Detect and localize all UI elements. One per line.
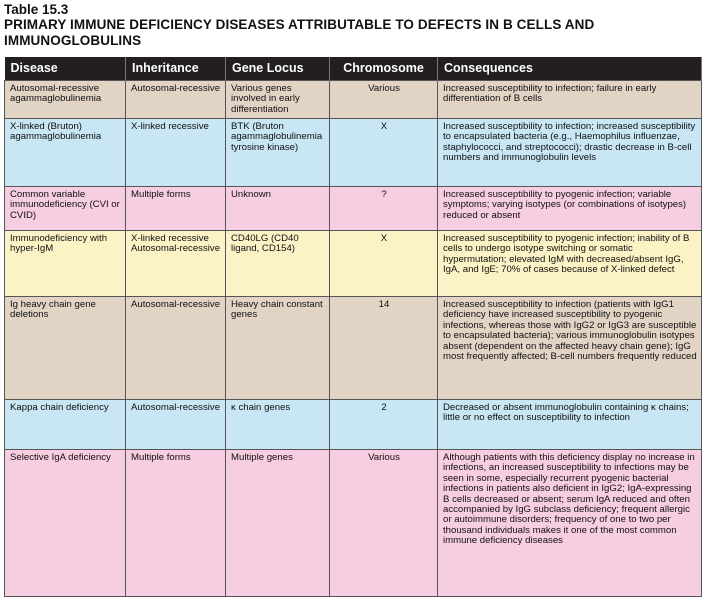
cell-inheritance: Autosomal-recessive — [126, 400, 226, 450]
cell-chromosome: 14 — [330, 297, 438, 400]
cell-inheritance: Autosomal-recessive — [126, 81, 226, 119]
table-row — [5, 297, 702, 400]
cell-disease: Selective IgA deficiency — [5, 450, 126, 597]
cell-consequences: Increased susceptibility to infection (patients with IgG1 deficiency have increased susceptibility to pyogenic infections, whereas those with IgG2 or IgG3 are susceptible to encapsulated bacteria); various immunoglobulin isotypes absent (dependent on the affected heavy chain gene); IgG most frequently affected; B-cell numbers frequently reduced — [438, 297, 702, 400]
cell-gene-locus: Various genes involved in early differentiation — [226, 81, 330, 119]
cell-inheritance: X-linked recessive Autosomal-recessive — [126, 231, 226, 297]
cell-consequences: Increased susceptibility to pyogenic infection; variable symptoms; varying isotypes (or combinations of isotypes) reduced or absent — [438, 187, 702, 231]
cell-consequences: Increased susceptibility to infection; failure in early differentiation of B cells — [438, 81, 702, 119]
cell-disease: Immunodeficiency with hyper-IgM — [5, 231, 126, 297]
cell-gene-locus: Unknown — [226, 187, 330, 231]
cell-chromosome: X — [330, 119, 438, 187]
cell-consequences: Although patients with this deficiency display no increase in infections, an increased susceptibility to infections may be seen in some, especially recurrent pyogenic bacterial infections in patients also deficient in IgG2; IgA-expressing B cells decreased or absent; serum IgA reduced and often accompanied by IgG subclass deficiency; frequent allergic or autoimmune disorders; frequency of one to two per thousand individuals makes it one of the most common immune deficiency diseases — [438, 450, 702, 597]
cell-consequences: Decreased or absent immunoglobulin containing κ chains; little or no effect on susceptibility to infection — [438, 400, 702, 450]
cell-inheritance: X-linked recessive — [126, 119, 226, 187]
cell-gene-locus: κ chain genes — [226, 400, 330, 450]
table-row — [5, 119, 702, 187]
table-number: Table 15.3 — [4, 2, 69, 17]
table-row — [5, 187, 702, 231]
table-row — [5, 81, 702, 119]
cell-gene-locus: Multiple genes — [226, 450, 330, 597]
cell-disease: Ig heavy chain gene deletions — [5, 297, 126, 400]
cell-gene-locus: Heavy chain constant genes — [226, 297, 330, 400]
table-row — [5, 450, 702, 597]
cell-inheritance: Autosomal-recessive — [126, 297, 226, 400]
cell-inheritance: Multiple forms — [126, 450, 226, 597]
cell-disease: Autosomal-recessive agammaglobulinemia — [5, 81, 126, 119]
cell-consequences: Increased susceptibility to infection; increased susceptibility to encapsulated bacteria (e.g., Haemophilus influenzae, staphylococci, and streptococci); drastic decrease in B-cell numbers and immunoglobulin levels — [438, 119, 702, 187]
cell-gene-locus: CD40LG (CD40 ligand, CD154) — [226, 231, 330, 297]
cell-disease: X-linked (Bruton) agammaglobulinemia — [5, 119, 126, 187]
header-disease: Disease — [5, 57, 126, 81]
table-row — [5, 400, 702, 450]
cell-consequences: Increased susceptibility to pyogenic infection; inability of B cells to undergo isotype switching or somatic hypermutation; elevated IgM with decreased/absent IgG, IgA, and IgE; 70% of cases because of X-linked defect — [438, 231, 702, 297]
table-row — [5, 231, 702, 297]
header-inheritance: Inheritance — [126, 57, 226, 81]
cell-inheritance: Multiple forms — [126, 187, 226, 231]
header-chromosome: Chromosome — [330, 57, 438, 81]
cell-chromosome: X — [330, 231, 438, 297]
cell-chromosome: ? — [330, 187, 438, 231]
table-title: PRIMARY IMMUNE DEFICIENCY DISEASES ATTRIBUTABLE TO DEFECTS IN B CELLS AND IMMUNOGLOBULINS — [4, 17, 595, 48]
header-gene-locus: Gene Locus — [226, 57, 330, 81]
cell-chromosome: Various — [330, 81, 438, 119]
table-title-block — [0, 0, 704, 50]
cell-chromosome: Various — [330, 450, 438, 597]
header-row — [5, 57, 702, 81]
cell-gene-locus: BTK (Bruton agammaglobulinemia tyrosine kinase) — [226, 119, 330, 187]
cell-chromosome: 2 — [330, 400, 438, 450]
header-consequences: Consequences — [438, 57, 702, 81]
cell-disease: Kappa chain deficiency — [5, 400, 126, 450]
immune-deficiency-table — [4, 57, 702, 597]
cell-disease: Common variable immunodeficiency (CVI or CVID) — [5, 187, 126, 231]
